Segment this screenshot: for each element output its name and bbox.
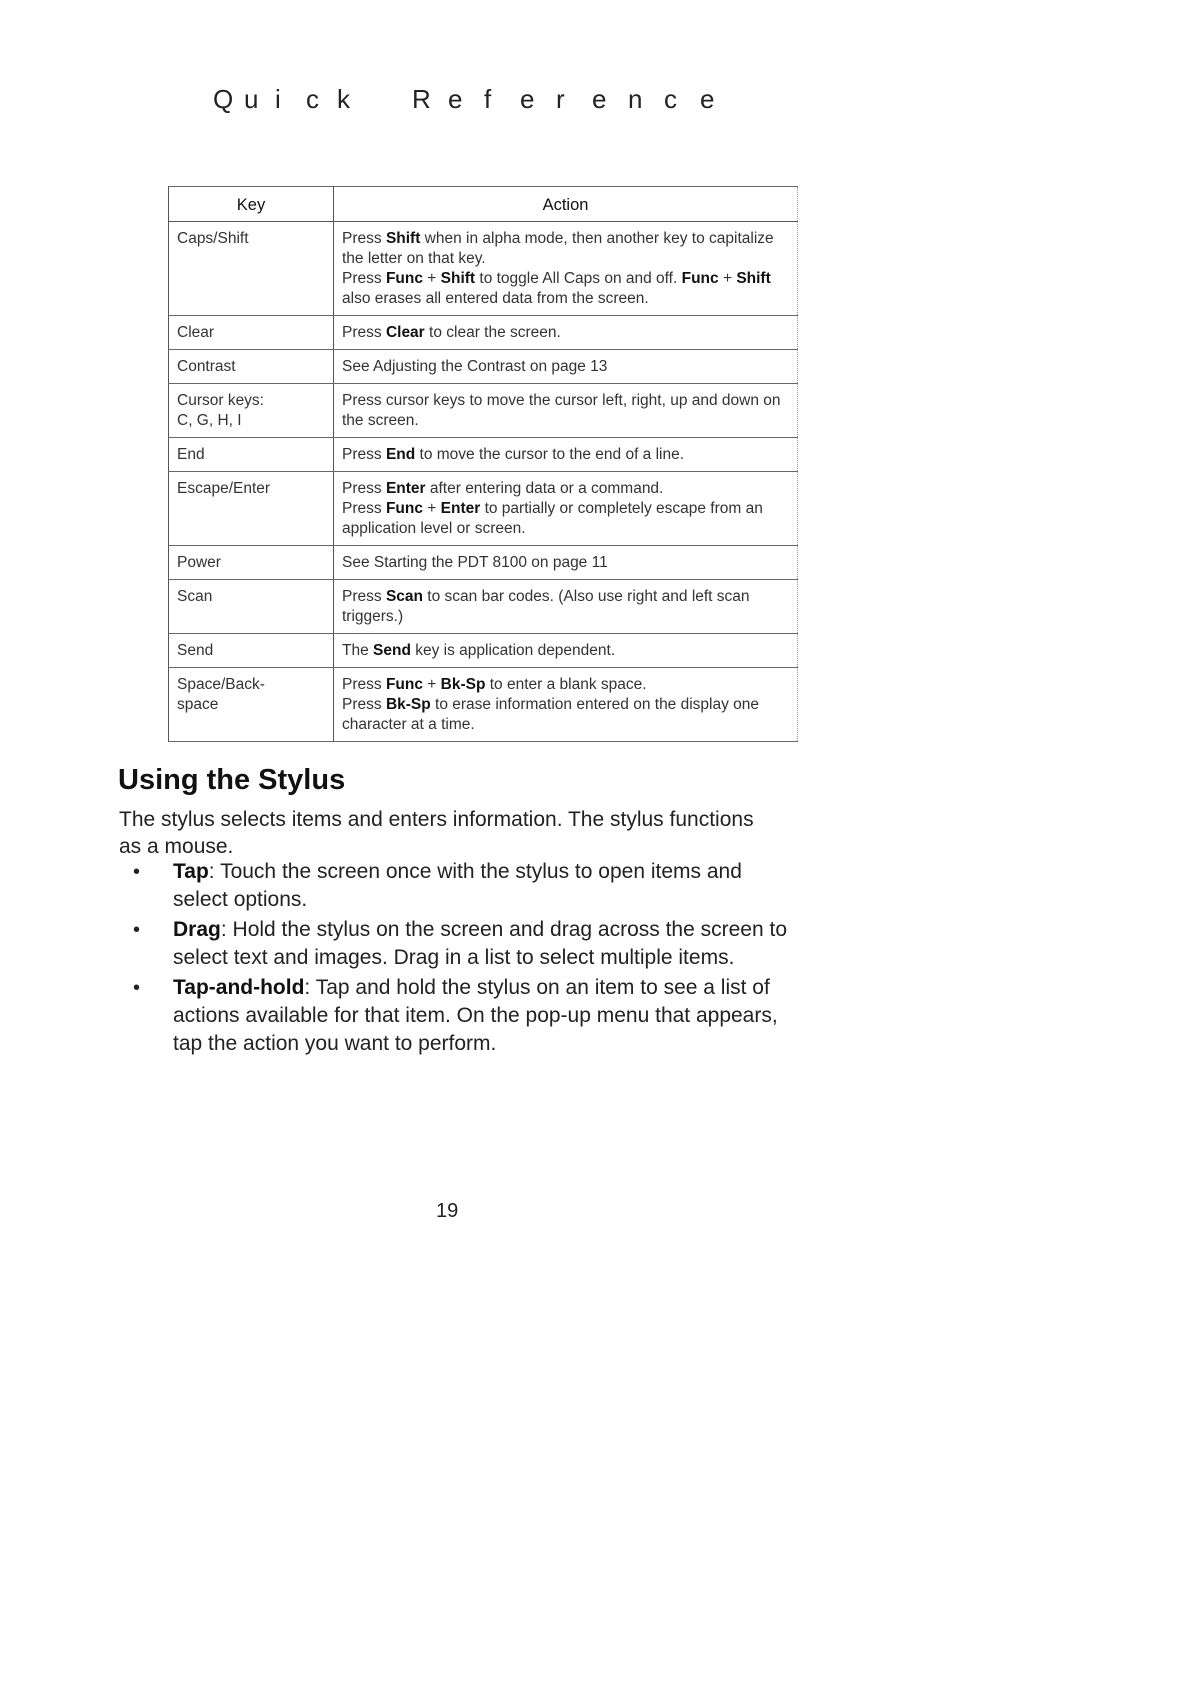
key-name: Func: [385, 676, 423, 693]
list-item-term: Tap: [173, 860, 209, 883]
action-text: The: [342, 642, 374, 659]
action-text: also erases all entered data from the screen.: [342, 290, 649, 307]
table-row: [169, 580, 798, 634]
action-cell: [334, 222, 798, 316]
key-cell: Power: [169, 546, 334, 580]
action-text: See Adjusting the Contrast on page 13: [342, 358, 608, 375]
action-text: +: [718, 270, 737, 287]
key-name: Shift: [736, 270, 771, 287]
table-body: [169, 222, 798, 742]
table-row: [169, 350, 798, 384]
key-name: Bk-Sp: [440, 676, 486, 693]
action-text: key is application dependent.: [410, 642, 616, 659]
table-row: [169, 316, 798, 350]
action-cell: [334, 438, 798, 472]
action-text: +: [422, 500, 441, 517]
action-text: Press: [342, 500, 386, 517]
table-row: [169, 438, 798, 472]
list-item-term: Tap-and-hold: [173, 976, 305, 999]
table-row: [169, 384, 798, 438]
list-item-text: : Hold the stylus on the screen and drag across the screen to select text and images. Drag in a list to select multiple items.: [173, 918, 788, 969]
list-item-term: Drag: [173, 918, 221, 941]
key-cell: End: [169, 438, 334, 472]
action-text: after entering data or a command.: [425, 480, 664, 497]
key-cell: Scan: [169, 580, 334, 634]
header-word-reference: [412, 84, 736, 114]
list-item: [133, 916, 793, 972]
key-name: Enter: [440, 500, 481, 517]
action-text: Press: [342, 696, 386, 713]
action-text: to erase information entered on the display one character at a time.: [342, 696, 760, 733]
action-text: to move the cursor to the end of a line.: [415, 446, 685, 463]
header-letter: c: [306, 84, 319, 114]
header-letter: R: [412, 84, 431, 114]
header-letter: e: [700, 84, 715, 114]
key-name: Func: [385, 500, 423, 517]
bullet-icon: •: [133, 861, 141, 883]
action-cell: [334, 634, 798, 668]
bullet-icon: •: [133, 919, 141, 941]
key-name: Func: [681, 270, 719, 287]
table-row: [169, 634, 798, 668]
action-cell: [334, 580, 798, 634]
key-cell: Caps/Shift: [169, 222, 334, 316]
key-name: Enter: [385, 480, 426, 497]
key-name: Send: [373, 642, 411, 659]
action-text: Press: [342, 446, 386, 463]
header-letter: e: [520, 84, 535, 114]
action-text: Press: [342, 480, 386, 497]
list-item-text: : Touch the screen once with the stylus to open items and select options.: [173, 860, 742, 911]
section-title: Using the Stylus: [118, 764, 346, 796]
action-text: Press: [342, 676, 386, 693]
key-name: Scan: [385, 588, 423, 605]
action-text: to scan bar codes. (Also use right and left scan triggers.): [342, 588, 750, 625]
header-letter: i: [275, 84, 281, 114]
key-name: Clear: [385, 324, 425, 341]
action-text: +: [422, 270, 441, 287]
header-letter: e: [592, 84, 607, 114]
action-cell: [334, 316, 798, 350]
action-column-header: Action: [334, 187, 798, 222]
action-text: See Starting the PDT 8100 on page 11: [342, 554, 608, 571]
action-text: +: [422, 676, 441, 693]
table-row: [169, 546, 798, 580]
action-text: Press: [342, 324, 386, 341]
key-column-header: Key: [169, 187, 334, 222]
key-cell: Send: [169, 634, 334, 668]
stylus-actions-list: [133, 858, 793, 1060]
action-text: Press: [342, 230, 386, 247]
list-item-text: : Tap and hold the stylus on an item to see a list of actions available for that item. On the pop-up menu that appears, tap the action you want to perform.: [173, 976, 778, 1055]
list-item: [133, 974, 793, 1058]
table-row: [169, 472, 798, 546]
action-text: to partially or completely escape from an application level or screen.: [342, 500, 763, 537]
action-cell: [334, 668, 798, 742]
key-name: Bk-Sp: [385, 696, 431, 713]
header-letter: c: [664, 84, 677, 114]
key-cell: Clear: [169, 316, 334, 350]
key-cell: Space/Back- space: [169, 668, 334, 742]
table-header-row: [169, 187, 798, 222]
header-letter: f: [484, 84, 492, 114]
action-text: Press: [342, 270, 386, 287]
table-row: [169, 668, 798, 742]
table-row: [169, 222, 798, 316]
key-name: End: [385, 446, 416, 463]
header-letter: u: [244, 84, 259, 114]
key-name: Shift: [440, 270, 476, 287]
list-item: [133, 858, 793, 914]
action-cell: [334, 546, 798, 580]
key-cell: Cursor keys: C, G, H, I: [169, 384, 334, 438]
action-cell: [334, 472, 798, 546]
header-word-quick: [213, 84, 368, 114]
action-text: Press: [342, 588, 386, 605]
key-cell: Escape/Enter: [169, 472, 334, 546]
action-cell: [334, 350, 798, 384]
action-text: to toggle All Caps on and off.: [475, 270, 682, 287]
key-name: Shift: [385, 230, 421, 247]
action-text: to clear the screen.: [424, 324, 561, 341]
header-letter: n: [628, 84, 643, 114]
running-header: [213, 84, 780, 115]
page-number: 19: [436, 1200, 459, 1222]
header-letter: Q: [213, 84, 234, 114]
header-letter: e: [448, 84, 463, 114]
header-letter: k: [337, 84, 350, 114]
key-name: Func: [385, 270, 423, 287]
header-letter: r: [556, 84, 565, 114]
action-text: Press cursor keys to move the cursor left, right, up and down on the screen.: [342, 392, 781, 429]
action-text: to enter a blank space.: [485, 676, 647, 693]
section-intro: The stylus selects items and enters information. The stylus functions as a mouse.: [119, 808, 754, 858]
action-cell: [334, 384, 798, 438]
action-text: when in alpha mode, then another key to capitalize the letter on that key.: [342, 230, 774, 267]
bullet-icon: •: [133, 977, 141, 999]
quick-reference-table: [168, 186, 798, 742]
key-cell: Contrast: [169, 350, 334, 384]
